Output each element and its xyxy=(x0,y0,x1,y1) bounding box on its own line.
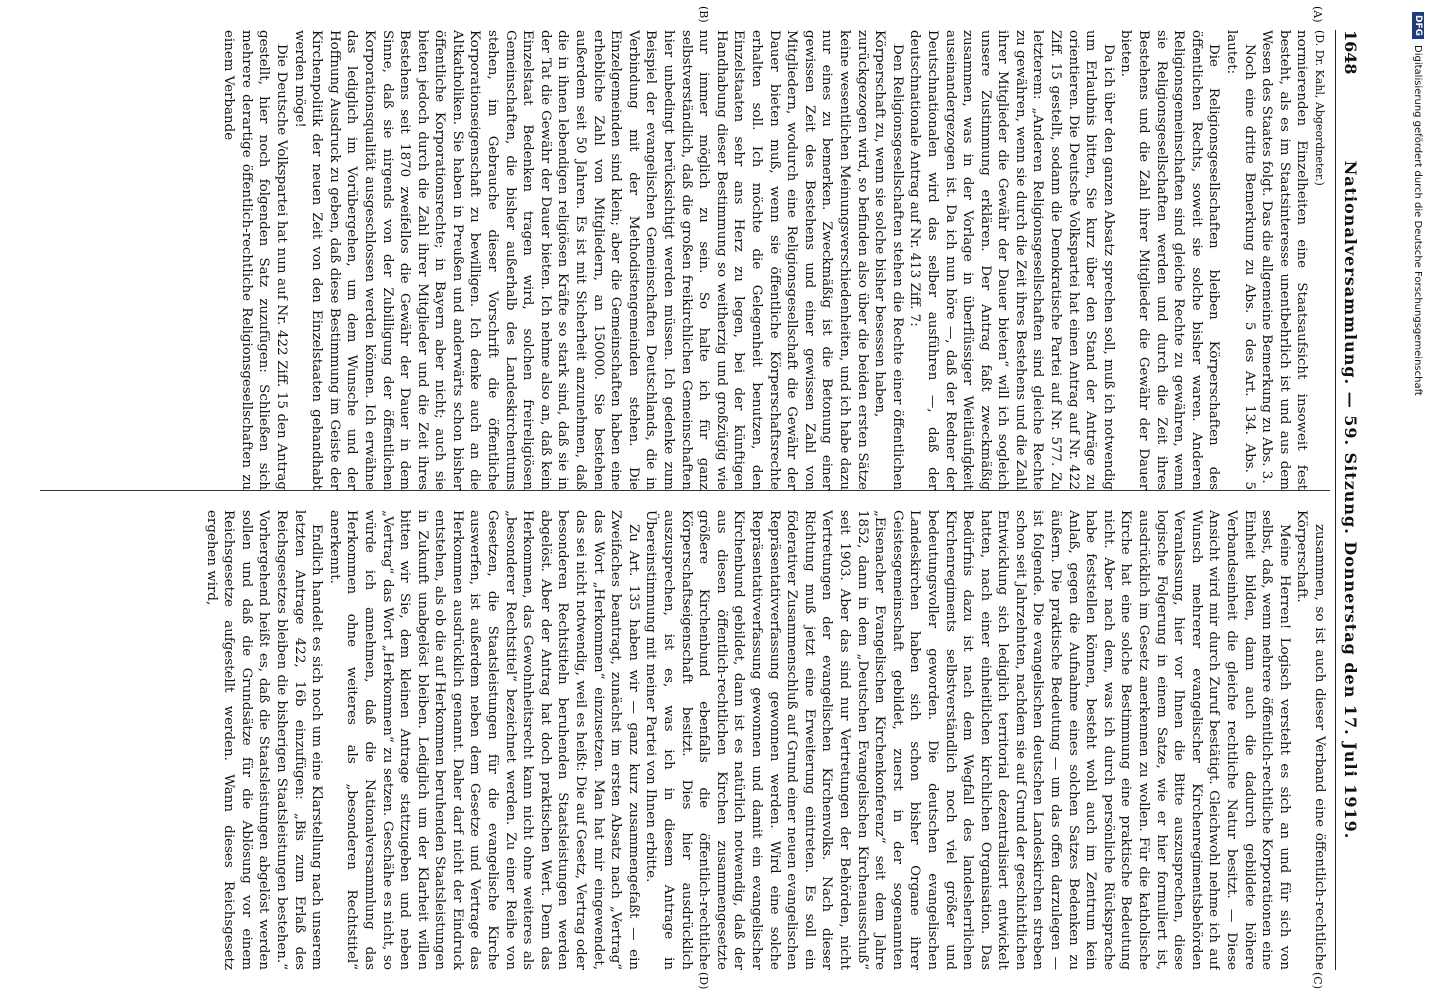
credit-strip xyxy=(1400,0,1434,1000)
quoted-paragraph: zusammen, so ist auch dieser Verband eine öffentlich-rechtliche Körperschaft. xyxy=(1294,510,1327,970)
margin-marker-a: (A) xyxy=(1311,6,1324,23)
dfg-logo: DFG xyxy=(1412,12,1424,39)
margin-marker-d: (D) xyxy=(697,972,710,990)
paragraph: Zu Art. 135 haben wir — ganz kurz zusammengefaßt — ein Zweifaches beantragt, zunächst im ersten Absatz nach „Vertrag“ das Wort „Herkommen“ einzusetzen. Man hat mir eingewendet, das sei nicht notwendig, weil es heißt: Die auf Gesetz, Vertrag oder besonderen Rechtstiteln beruhenden Staatsleistungen werden abgelöst. Aber der Antrag hat doch praktischen Wert. Denn das Herkommen, das Gewohnheitsrecht kann nicht ohne weiteres als „besonderer Rechtstitel“ bezeichnet werden. Zu einer Reihe von Gesetzen, die Staatsleistungen für die evangelische Kirche auswerfen, ist außerdem neben dem Gesetze und Vertrage das Herkommen ausdrücklich genannt. Daher darf nicht der Eindruck entstehen, als ob die auf Herkommen beruhenden Staatsleistungen in Zukunft unabgelöst bleiben. Lediglich um der Klarheit willen bitten wir Sie, dem kleinen Antrage stattzugeben und neben „Vertrag“ das Wort „Herkommen“ zu setzen. Geschähe es nicht, so würde ich annehmen, daß die Nationalversammlung das Herkommen ohne weiteres als „besonderen Rechtstitel“ anerkennt. xyxy=(326,510,641,970)
speaker-note: (D. Dr. Kahl, Abgeordneter.) xyxy=(1313,30,1326,186)
header-rule xyxy=(1335,30,1336,970)
quoted-paragraph: Den Religionsgesellschaften stehen die Rechte einer öffentlichen Körperschaft zu, wenn sie solche bisher besessen haben, xyxy=(872,30,905,490)
right-column xyxy=(40,510,1328,970)
paragraph: Noch eine dritte Bemerkung zu Abs. 5 des Art. 134. Abs. 5 lautet: xyxy=(1224,30,1257,490)
paragraph: Meine Herren! Logisch versteht es sich an und für sich von selbst, daß, wenn mehrere öffentlich-rechtliche Korporationen eine Einheit bilden, dann auch die dadurch gebildete höhere Verbandseinheit die gleiche rechtliche Natur besitzt. — Diese Ansicht wird mir durch Zuruf bestätigt. Gleichwohl nehme ich auf Wunsch mehrerer evangelischer Kirchenregimentsbehörden Veranlassung, hier vor Ihnen die Bitte auszusprechen, diese logische Folgerung in einem Satze, wie er hier formuliert ist, ausdrücklich im Gesetz anerkennen zu wollen. Für die katholische Kirche hat eine solche Bestimmung eine praktische Bedeutung nicht. Aber nach dem, was ich durch persönliche Rücksprache habe feststellen können, besteht wohl auch im Zentrum kein Anlaß, gegen die Aufnahme eines solchen Satzes Bedenken zu äußern. Die praktische Bedeutung — um das offen darzulegen — ist folgende. Die evangelischen deutschen Landeskirchen streben schon seit Jahrzehnten, nachdem sie auf Grund der geschichtlichen Entwicklung sich lediglich territorial dezentralisiert entwickelt hatten, nach einer einheitlichen kirchlichen Organisation. Das Bedürfnis dazu ist nach dem Wegfall des landesherrlichen Kirchenregiments selbstverständlich noch viel größer und bedeutungsvoller geworden. Die deutschen evangelischen Landeskirchen haben sich schon bisher Organe ihrer Geistesgemeinschaft gebildet, zuerst in der sogenannten „Eisenacher Evangelischen Kirchenkonferenz“ seit dem Jahre 1852, dann in dem „Deutschen Evangelischen Kirchenausschuß“ seit 1903. Aber das sind nur Vertretungen der Behörden, nicht Vertretungen der evangelischen Kirchenvolks. Nach dieser Richtung muß jetzt eine Erweiterung eintreten. Es soll ein föderativer Zusammenschluß auf Grund einer neuen evangelischen Repräsentativverfassung gewonnen werden. Wird eine solche Repräsentativverfassung gewonnen und damit ein evangelischer Kirchenbund gebildet, dann ist es natürlich notwendig, daß der aus diesen öffentlich-rechtlichen Kirchen zusammengesetzte größere Kirchenbund ebenfalls die öffentlich-rechtliche Körperschaftseigenschaft besitzt. Dies hier ausdrücklich auszusprechen, ist es, was ich in diesem Antrage in Übereinstimmung mit meiner Partei von Ihnen erbitte. xyxy=(643,510,1292,970)
column-divider xyxy=(40,490,1330,491)
margin-marker-b: (B) xyxy=(697,6,710,23)
left-column xyxy=(40,30,1328,490)
quoted-paragraph: Die Religionsgesellschaften bleiben Körperschaften des öffentlichen Rechts, soweit sie solche bisher waren. Anderen Religionsgemeinschaften sind gleiche Rechte zu gewähren, wenn sie Religionsgesellschaften werden und durch die Zeit ihres Bestehens und die Zahl ihrer Mitglieder die Gewähr der Dauer bieten. xyxy=(1118,30,1222,490)
digitization-credit: Digitalisierung gefördert durch die Deutsche Forschungsgemeinschaft xyxy=(1412,45,1423,396)
paragraph: Die Deutsche Volkspartei hat nun auf Nr. 422 Ziff. 15 den Antrag gestellt, hier noch folgenden Satz zuzufügen: Schließen sich mehrere derartige öffentlich-rechtliche Religionsgesellschaften zu einem Verbande xyxy=(221,30,289,490)
page-title: Nationalversammlung. — 59. Sitzung. Donnerstag den 17. Juli 1919. xyxy=(1341,160,1360,840)
page-number: 1648 xyxy=(1341,30,1360,75)
paragraph: Da ich über den ganzen Absatz sprechen soll, muß ich notwendig um Erlaubnis bitten, Sie kurz über den Stand der Anträge zu orientieren. Die Deutsche Volkspartei hat einen Antrag auf Nr. 422 Ziff. 15 gestellt, sodann die Demokratische Partei auf Nr. 577. Zu letzterem: „Anderen Religionsgesellschaften sind gleiche Rechte zu gewähren, wenn sie durch die Zeit ihres Bestehens und die Zahl ihrer Mitglieder die Gewähr der Dauer bieten“ will ich sogleich unsere Zustimmung erklären. Der Antrag faßt zweckmäßig zusammen, was in der Vorlage in überflüssiger Weitläufigkeit auseinandergezogen ist. Da ich nun höre —, daß der Redner der Deutschnationalen wird das selber ausführen —, daß der deutschnationale Antrag auf Nr. 413 Ziff. 7: xyxy=(907,30,1116,490)
margin-marker-c: (C) xyxy=(1311,972,1324,989)
page-header xyxy=(1336,30,1362,970)
paragraph: normierenden Einzelheiten eine Staatsaufsicht insoweit fest besteht, als es im Staatsinteresse unentbehrlich ist und aus dem Wesen des Staates folgt. Das die allgemeine Bemerkung zu Abs. 3. xyxy=(1259,30,1310,490)
paragraph: zurückgezogen wird, so befinden also über die beiden ersten Sätze keine wesentlichen Meinungsverschiedenheiten, und ich habe dazu nur eines zu bemerken. Zweckmäßig ist die Betonung einer gewissen Zeit des Bestehens und einer gewissen Zahl von Mitgliedern, wodurch eine Religionsgesellschaft die Gewähr der Dauer bieten muß, wenn sie öffentliche Körperschaftsrechte erhalten soll. Ich möchte die Gelegenheit benutzen, den Einzelstaaten sehr ans Herz zu legen, bei der künftigen Handhabung dieser Bestimmung so weitherzig und großzügig wie nur immer möglich zu sein. So halte ich für ganz selbstverständlich, daß die großen freikirchlichen Gemeinschaften hier unbedingt berücksichtigt werden müssen. Ich gedenke zum Beispiel der evangelischen Gemeinschaften Deutschlands, die in Verbindung mit der Methodistengemeinden stehen. Die Einzelgemeinden sind klein; aber die Gemeinschaften haben eine erhebliche Zahl von Mitgliedern, an 150000. Sie bestehen außerdem seit 50 Jahren. Es ist mit Sicherheit anzunehmen, daß die in ihnen lebendigen religiösen Kräfte so stark sind, daß sie in der Tat die Gewähr der Dauer bieten. Ich nehme also an, daß kein Einzelstaat Bedenken tragen wird, solchen freireligiösen Gemeinschaften, die bisher außerhalb des Landeskirchentums stehen, im Gebrauche dieser Vorschrift die öffentliche Korporationseigenschaft zu bewilligen. Ich denke auch an die Altkatholiken. Sie haben in Preußen und anderwärts schon bisher öffentliche Korporationsrechte; in Bayern aber nicht; auch sie bieten jedoch durch die Zahl ihrer Mitglieder und die Zeit ihres Bestehens seit 1870 zweifellos die Gewähr der Dauer in dem Sinne, daß sie nirgends von der Zubilligung der öffentlichen Korporationsqualität ausgeschlossen werden können. Ich erwähne das lediglich im Vorübergehen, um dem Wunsche und der Hoffnung Ausdruck zu geben, daß diese Bestimmung im Geiste der Kirchenpolitik der neuen Zeit von den Einzelstaaten gehandhabt werden möge! xyxy=(291,30,870,490)
paragraph: Endlich handelt es sich noch um eine Klarstellung nach unserem letzten Antrage 422, 16b einzufügen: „Bis zum Erlaß des Reichsgesetzes bleiben die bisherigen Staatsleistungen bestehen.“ Vorhergehend heißt es, daß die Staatsleistungen abgelöst werden sollen und daß die Grundsätze für die Ablösung vor einem Reichsgesetze aufgestellt werden. Wann dieses Reichsgesetz ergehen wird, xyxy=(203,510,325,970)
